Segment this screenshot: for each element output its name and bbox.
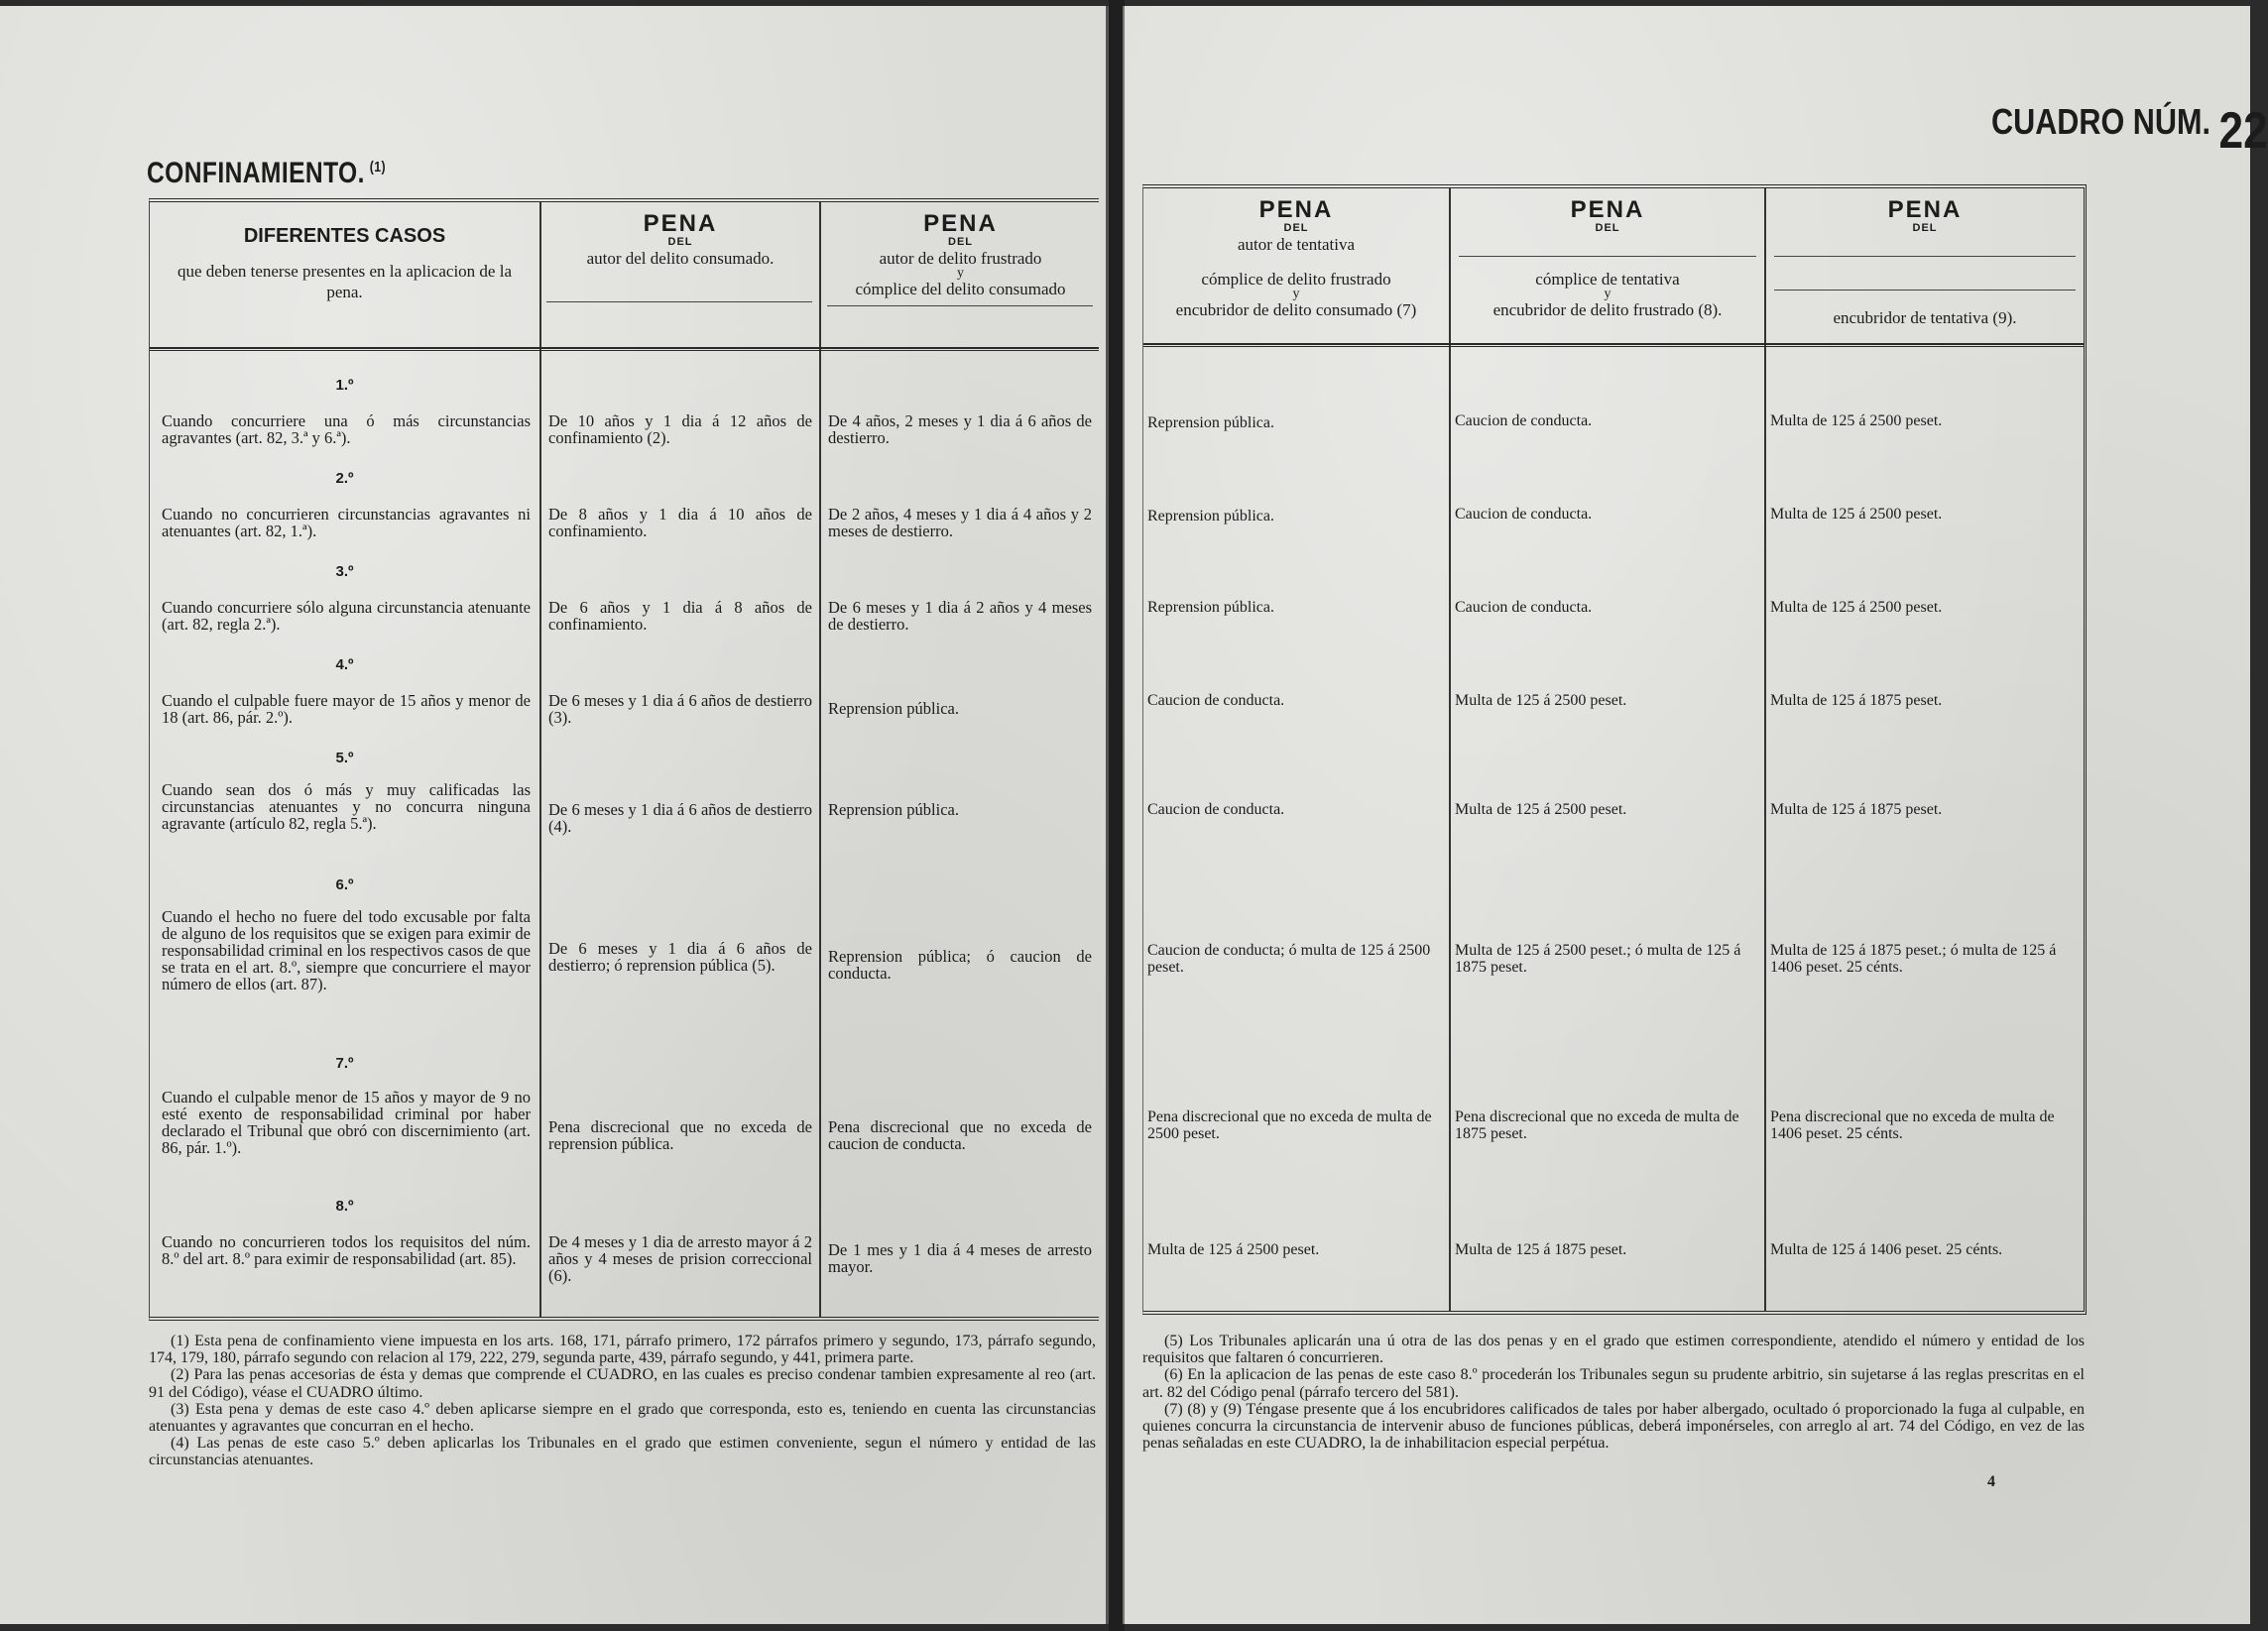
case-description: Cuando no concurrieren todos los requisitos del núm. 8.º del art. 8.º para eximir de responsabilidad (art. 85). [162,1232,531,1268]
case-description: Cuando concurriere una ó más circunstancias agravantes (art. 82, 3.ª y 6.ª). [162,411,531,447]
case-number: 1.º [335,377,354,394]
col-tentativa-label-c: encubridor de delito consumado (7) [1175,300,1417,319]
case-number: 8.º [335,1198,354,1215]
case-description: Cuando concurriere sólo alguna circunstancia atenuante (art. 82, regla 2.ª). [162,598,531,634]
del-label: DEL [1283,222,1309,234]
cuadro-number: 22 [2218,102,2268,160]
penalty-tentativa: Caucion de conducta; ó multa de 125 á 2500 peset. [1147,942,1431,976]
footnote: (3) Esta pena y demas de este caso 4.º deben aplicarse siempre en el grado que corresponda, esto es, teniendo en cuenta las circunstancias atenuantes y agravantes que concurran en el hecho. [149,1400,1096,1436]
cuadro-label: CUADRO NÚM. [1991,101,2210,142]
penalty-table-right [1142,184,2087,1315]
header-tentativa [1143,198,1449,320]
del-label: DEL [1595,222,1620,234]
penalty-complice: Multa de 125 á 2500 peset.; ó multa de 125 á 1875 peset. [1455,942,1741,976]
del-label: DEL [1912,222,1938,234]
penalty-tentativa: Caucion de conducta. [1147,692,1285,709]
penalty-frustrado: De 2 años, 4 meses y 1 dia á 4 años y 2 meses de destierro. [828,505,1092,540]
penalty-frustrado: Reprension pública. [828,699,959,718]
header-autor-consumado [541,212,819,269]
penalty-tentativa: Multa de 125 á 2500 peset. [1147,1241,1320,1258]
penalty-encubridor: Multa de 125 á 1406 peset. 25 cénts. [1770,1241,2003,1258]
penalty-tentativa: Pena discrecional que no exceda de multa de 2500 peset. [1147,1108,1432,1142]
penalty-complice: Caucion de conducta. [1455,412,1593,429]
penalty-tentativa: Reprension pública. [1147,599,1274,616]
del-label: DEL [948,236,973,248]
del-label: DEL [667,236,693,248]
footnote: (4) Las penas de este caso 5.º deben aplicarlas los Tribunales en el grado que estimen conveniente, segun el número y entidad de las circunstancias atenuantes. [149,1435,1096,1469]
col-frustrado-label-a: autor de delito frustrado [879,249,1042,268]
penalty-frustrado: Reprension pública; ó caucion de conducta. [828,947,1092,983]
pena-label: PENA [1570,196,1645,223]
title-note-ref: (1) [369,159,387,175]
case-number: 3.º [335,563,354,580]
penalty-encubridor: Multa de 125 á 1875 peset.; ó multa de 125 á 1406 peset. 25 cénts. [1770,942,2057,976]
col-complice-label-a: cómplice de tentativa [1535,270,1680,289]
col-consumado-label: autor del delito consumado. [586,249,775,268]
page-title-left [147,157,386,190]
case-number: 2.º [335,470,354,487]
penalty-tentativa: Reprension pública. [1147,414,1274,431]
title-text: CONFINAMIENTO. [147,157,365,189]
penalty-encubridor: Pena discrecional que no exceda de multa de 1406 peset. 25 cénts. [1770,1108,2055,1142]
penalty-encubridor: Multa de 125 á 2500 peset. [1770,599,1943,616]
col-tentativa-label-b: cómplice de delito frustrado [1201,270,1391,289]
footnote: (6) En la aplicacion de las penas de este caso 8.º procederán los Tribunales segun su prudente arbitrio, sin sujetarse á las reglas prescritas en el art. 82 del Código penal (párrafo tercero del 581). [1142,1366,2085,1401]
penalty-frustrado: Reprension pública. [828,800,959,819]
penalty-consumado: Pena discrecional que no exceda de reprension pública. [548,1117,812,1153]
col-tentativa-label-a: autor de tentativa [1237,235,1355,254]
penalty-consumado: De 4 meses y 1 dia de arresto mayor á 2 años y 4 meses de prision correccional (6). [548,1232,812,1285]
header-autor-frustrado [821,212,1100,299]
case-description: Cuando el hecho no fuere del todo excusable por falta de alguno de los requisitos que se exigen para eximir de responsabilidad criminal en los respectivos casos de que se trata en el art. 8.º, siempre que concurriere el mayor número de ellos (art. 87). [162,907,531,993]
penalty-complice: Multa de 125 á 2500 peset. [1455,692,1627,709]
penalty-encubridor: Multa de 125 á 1875 peset. [1770,692,1943,709]
penalty-frustrado: De 4 años, 2 meses y 1 dia á 6 años de destierro. [828,411,1092,447]
case-description: Cuando no concurrieren circunstancias agravantes ni atenuantes (art. 82, 1.ª). [162,505,531,540]
penalty-consumado: De 6 meses y 1 dia á 6 años de destierro; ó reprension pública (5). [548,939,812,975]
footnote: (7) (8) y (9) Téngase presente que á los encubridores calificados de tales por haber albergado, ocultado ó proporcionado la fuga al culpable, en quienes concurra la circunstancia de intervenir abuso de funciones públicas, deberá imponérseles, con arreglo al art. 74 del Código, en vez de las penas señaladas en este CUADRO, la de inhabilitacion especial perpétua. [1142,1400,2085,1453]
penalty-frustrado: De 6 meses y 1 dia á 2 años y 4 meses de destierro. [828,598,1092,634]
col-tentativa-y: y [1292,287,1300,301]
col-frustrado-label-b: cómplice del delito consumado [855,280,1066,298]
penalty-table-left [149,198,1099,1321]
case-number: 5.º [335,750,354,766]
penalty-encubridor: Multa de 125 á 1875 peset. [1770,801,1943,818]
case-description: Cuando el culpable fuere mayor de 15 años y menor de 18 (art. 86, pár. 2.º). [162,691,531,727]
header-encubridor-tentativa [1766,198,2084,328]
casos-title: DIFERENTES CASOS [243,225,446,247]
col-encubridor-label: encubridor de tentativa (9). [1833,308,2017,327]
col-complice-label-b: encubridor de delito frustrado (8). [1492,300,1723,319]
penalty-complice: Caucion de conducta. [1455,506,1593,523]
penalty-tentativa: Reprension pública. [1147,508,1274,524]
pena-label: PENA [643,210,718,237]
col-frustrado-y: y [957,266,964,281]
page-title-right [1991,101,2268,160]
penalty-consumado: De 6 meses y 1 dia á 6 años de destierro (4). [548,800,812,836]
case-number: 4.º [335,656,354,673]
casos-subtitle: que deben tenerse presentes en la aplicacion de la pena. [177,262,512,301]
penalty-complice: Pena discrecional que no exceda de multa de 1875 peset. [1455,1108,1739,1142]
penalty-consumado: De 10 años y 1 dia á 12 años de confinamiento (2). [548,411,812,447]
penalty-encubridor: Multa de 125 á 2500 peset. [1770,412,1943,429]
penalty-complice: Caucion de conducta. [1455,599,1593,616]
pena-label: PENA [1258,196,1334,223]
right-page [1123,6,2268,1624]
footnote: (1) Esta pena de confinamiento viene impuesta en los arts. 168, 171, párrafo primero, 172 párrafos primero y segundo, 173, párrafo segundo, 174, 179, 180, párrafo segundo con relacion al 179, 222, 279, segunda parte, 439, párrafo segundo, y 441, primera parte. [149,1333,1096,1367]
header-complice-tentativa [1451,198,1764,320]
footnotes-right [1142,1333,2085,1452]
footnotes-left [149,1333,1096,1469]
footnote: (5) Los Tribunales aplicarán una ú otra de las dos penas y en el grado que estimen correspondiente, atendido el número y entidad de los requisitos que faltaren ó concurrieren. [1142,1333,2085,1367]
case-description: Cuando sean dos ó más y muy calificadas las circunstancias atenuantes y no concurra ninguna agravante (artículo 82, regla 5.ª). [162,780,531,833]
penalty-frustrado: De 1 mes y 1 dia á 4 meses de arresto mayor. [828,1240,1092,1276]
penalty-consumado: De 6 meses y 1 dia á 6 años de destierro (3). [548,691,812,727]
penalty-complice: Multa de 125 á 1875 peset. [1455,1241,1627,1258]
penalty-tentativa: Caucion de conducta. [1147,801,1285,818]
folio-number: 4 [1987,1473,1995,1490]
header-casos [150,226,539,302]
penalty-consumado: De 6 años y 1 dia á 8 años de confinamiento. [548,598,812,634]
case-number: 7.º [335,1055,354,1072]
footnote: (2) Para las penas accesorias de ésta y demas que comprende el CUADRO, en las cuales es preciso condenar tambien expresamente al reo (art. 91 del Código), véase el CUADRO último. [149,1366,1096,1401]
penalty-encubridor: Multa de 125 á 2500 peset. [1770,506,1943,523]
penalty-complice: Multa de 125 á 2500 peset. [1455,801,1627,818]
pena-label: PENA [1887,196,1963,223]
col-complice-y: y [1604,287,1611,301]
penalty-frustrado: Pena discrecional que no exceda de caucion de conducta. [828,1117,1092,1153]
penalty-consumado: De 8 años y 1 dia á 10 años de confinamiento. [548,505,812,540]
case-description: Cuando el culpable menor de 15 años y mayor de 9 no esté exento de responsabilidad criminal por haber declarado el Tribunal que obró con discernimiento (art. 86, pár. 1.º). [162,1088,531,1157]
pena-label: PENA [923,210,998,237]
left-page [0,6,1109,1624]
case-number: 6.º [335,876,354,893]
